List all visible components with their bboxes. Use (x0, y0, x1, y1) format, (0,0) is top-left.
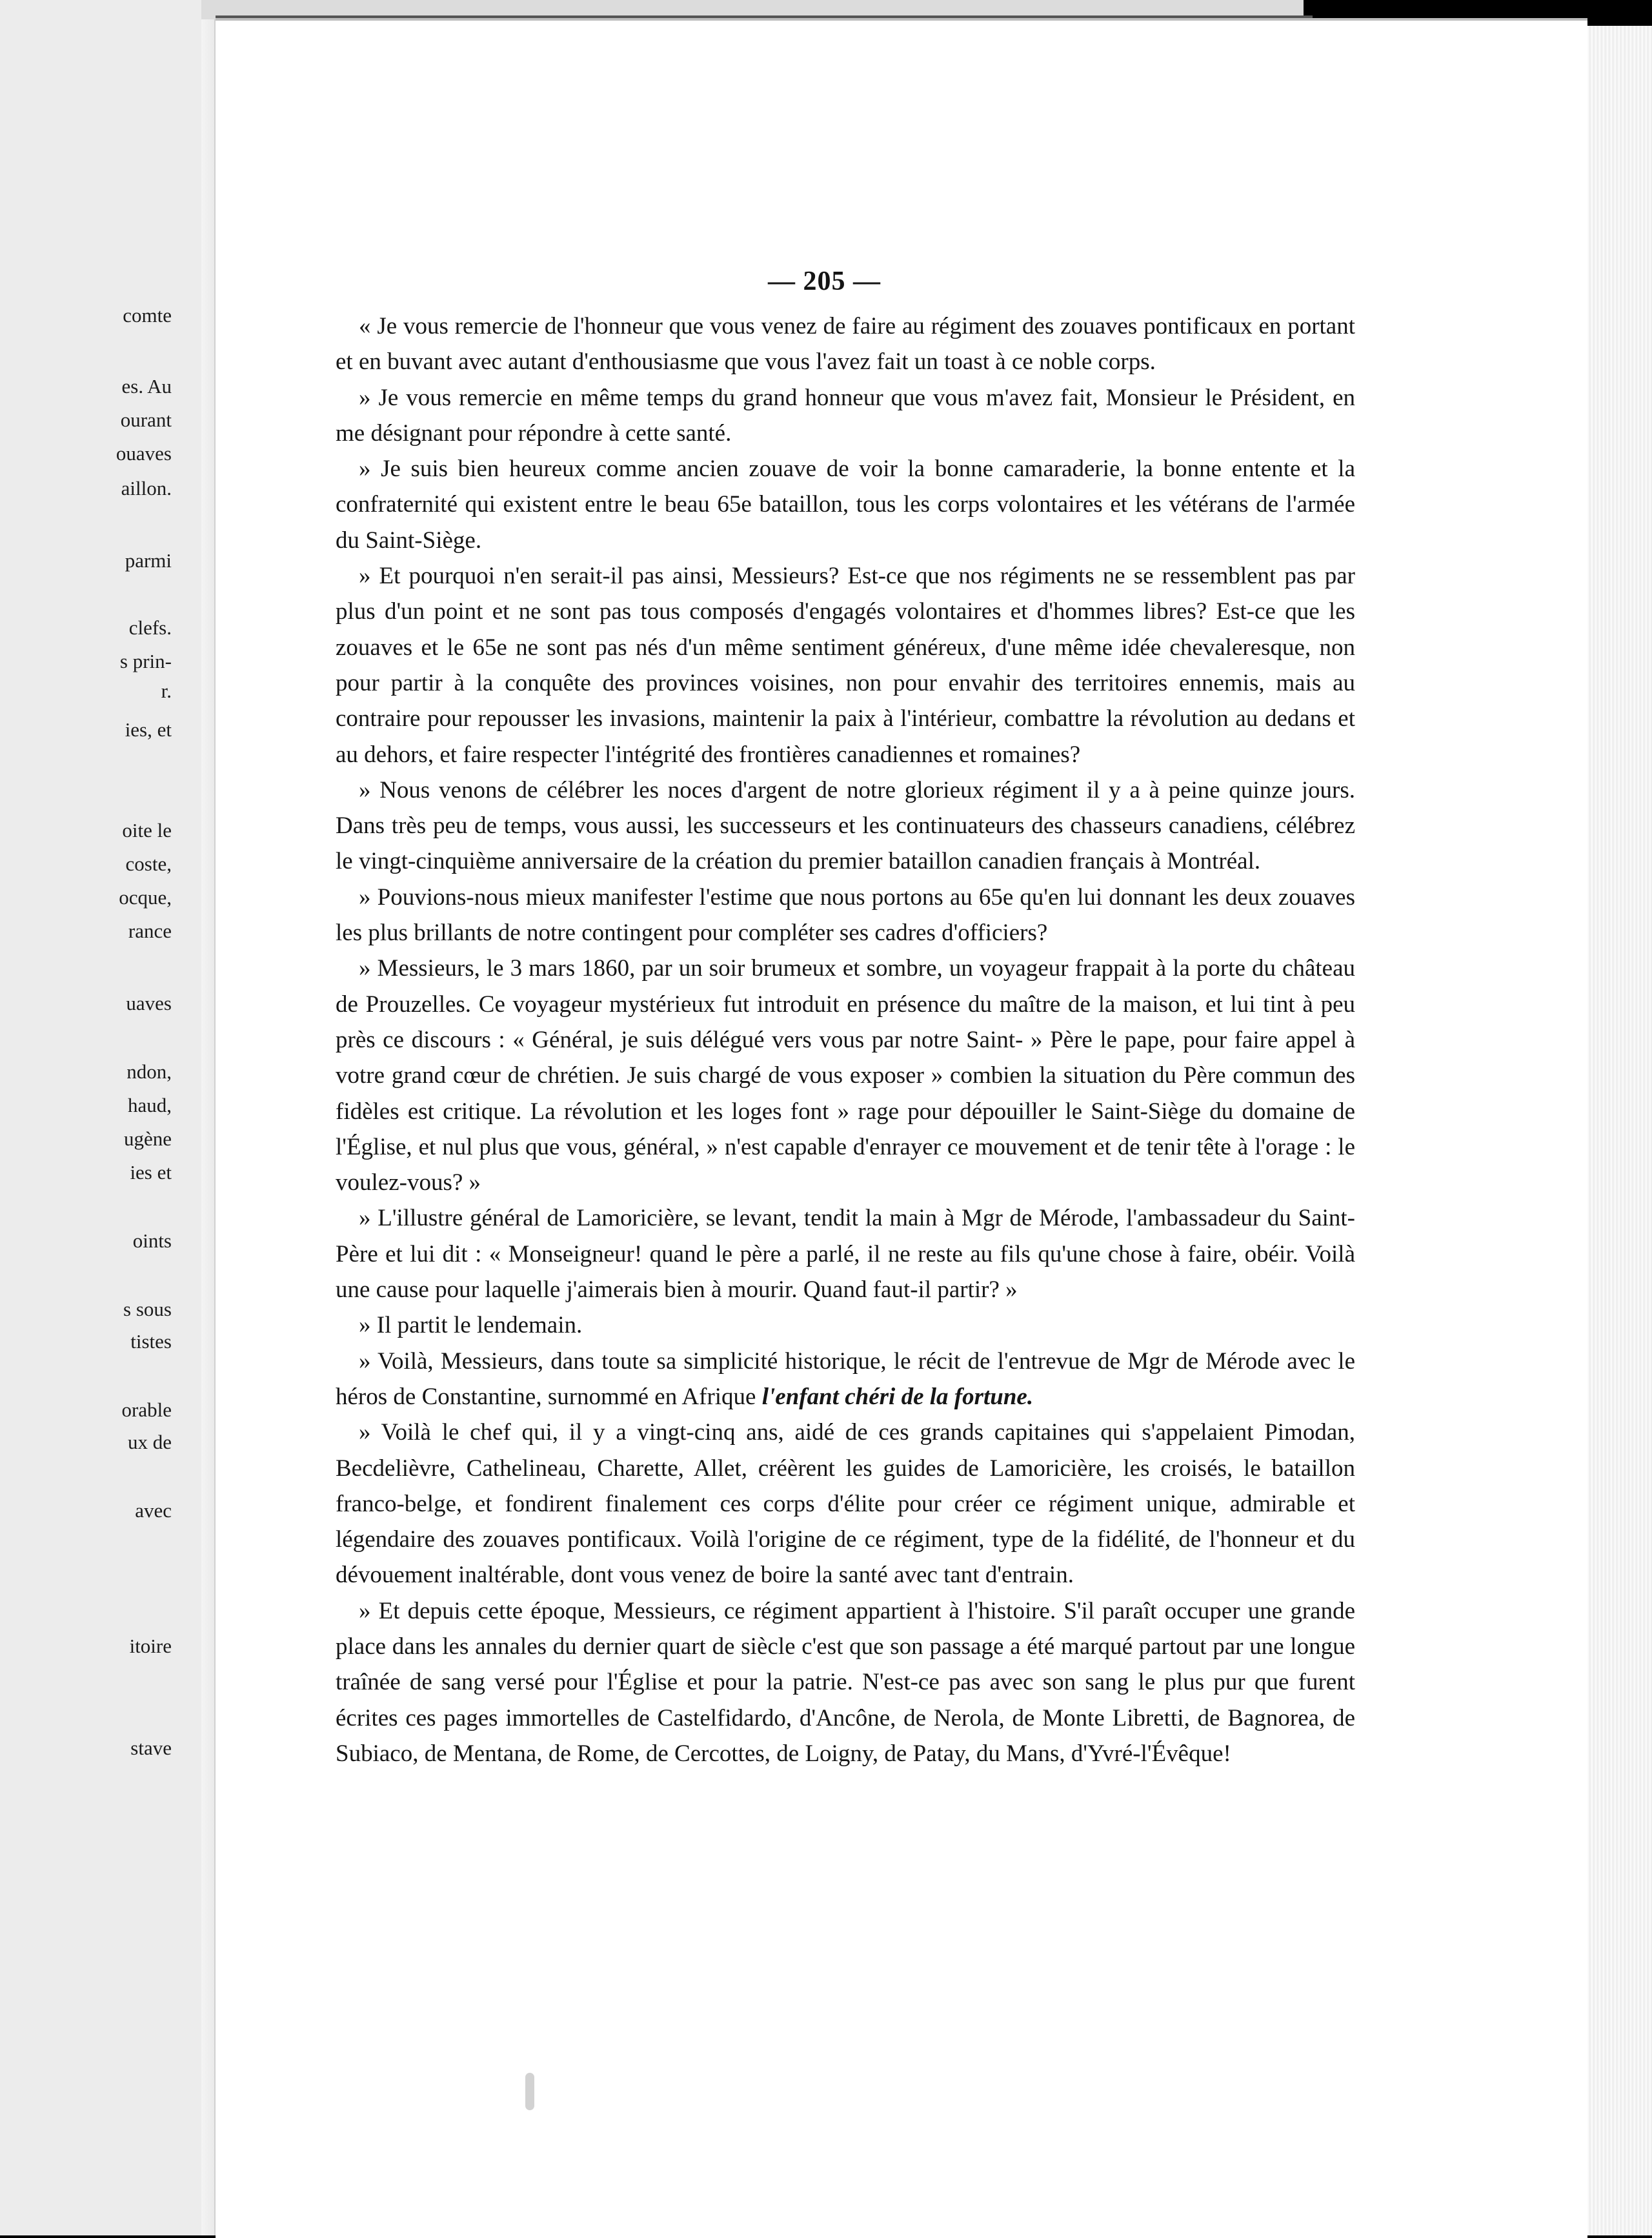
left-page-fragment: ies, et (125, 718, 172, 741)
left-page-fragment: itoire (129, 1635, 172, 1657)
left-page-fragment: ourant (120, 408, 172, 431)
left-page-fragment: rance (128, 920, 172, 942)
left-page-fragment: clefs. (128, 616, 172, 639)
left-page-fragment: orable (121, 1398, 172, 1421)
paper-speck (525, 2073, 534, 2110)
paragraph (336, 1344, 1355, 1415)
left-page-fragment: avec (135, 1499, 172, 1522)
paragraph: » Et pourquoi n'en serait-il pas ainsi, Messieurs? Est-ce que nos régiments ne se ressemblent pas par plus d'un point et ne sont pas tous composés d'engagés volontaires et d'hommes libres? Est-ce que les zouaves et le 65e ne sont pas nés d'un même sentiment généreux, d'une même idée chevaleresque, non pour partir à la conquête des provinces voisines, non pour envahir des territoires ennemis, mais au contraire pour repousser les invasions, maintenir la paix à l'intérieur, combattre la révolution au dedans et au dehors, et faire respecter l'intégrité des frontières canadiennes et romaines? (336, 563, 1355, 768)
left-page-fragment: comte (123, 304, 172, 327)
paragraph: » Il partit le lendemain. (359, 1312, 583, 1339)
left-page-fragment: s prin- (119, 650, 172, 672)
paragraph: » Je vous remercie en même temps du grand honneur que vous m'avez fait, Monsieur le Président, en me désignant pour répondre à cette santé. (336, 384, 1355, 447)
paragraph: » Voilà le chef qui, il y a vingt-cinq ans, aidé de ces grands capitaines qui s'appelaient Pimodan, Becdelièvre, Cathelineau, Charette, Allet, créèrent les guides de Lamoricière, les croisés, le bataillon franco-belge, et fondirent finalement ces corps d'élite pour créer ce régiment unique, admirable et légendaire des zouaves pontificaux. Voilà l'origine de ce régiment, type de la fidélité, de l'honneur et du dévouement inaltérable, dont vous venez de boire la santé avec tant d'entrain. (336, 1419, 1355, 1589)
left-page-fragment: oite le (122, 819, 172, 842)
paragraph: » Messieurs, le 3 mars 1860, par un soir brumeux et sombre, un voyageur frappait à la porte du château de Prouzelles. Ce voyageur mystérieux fut introduit en présence du maître de la maison, et lui tint à peu près ce discours : « Général, je suis délégué vers vous par notre Saint- » Père le pape, pour faire appel à votre grand cœur de chrétien. Je suis chargé de vous exposer » combien la situation du Père commun des fidèles est critique. La révolution et les loges font » rage pour dépouiller le Saint-Siège du domaine de l'Église, et nul plus que vous, général, » n'est capable d'enrayer ce mouvement et de tenir tête à l'orage : le voulez-vous? » (336, 955, 1355, 1196)
left-page-fragment: uaves (126, 992, 172, 1014)
page-number: — 205 — (768, 267, 881, 296)
left-page-fragment: haud, (127, 1094, 172, 1116)
paragraph: » Nous venons de célébrer les noces d'argent de notre glorieux régiment il y a à peine quinze jours. Dans très peu de temps, vous aussi, les successeurs et les continuateurs des chasseurs canadiens, célébrez le vingt-cinquième anniversaire de la création du premier bataillon canadien français à Montréal. (336, 776, 1355, 875)
left-page-fragment: r. (161, 680, 172, 702)
left-page-fragment: stave (130, 1737, 172, 1759)
left-page-fragment: ocque, (119, 886, 172, 909)
left-page (0, 0, 201, 2235)
page-gutter (201, 0, 216, 2235)
left-page-fragment: aillon. (121, 477, 172, 499)
left-page-fragment: es. Au (121, 375, 172, 398)
left-page-fragment: ouaves (116, 442, 172, 465)
paragraph: » Pouvions-nous mieux manifester l'estime que nous portons au 65e qu'en lui donnant les deux zouaves les plus brillants de notre contingent pour compléter ses cadres d'officiers? (336, 883, 1355, 947)
left-page-fragment: ndon, (126, 1060, 172, 1083)
paragraph-text: » Voilà, Messieurs, dans toute sa simplicité historique, le récit de l'entrevue de Mgr de Mérode avec le héros de Constantine, surnommé en Afrique (336, 1347, 1355, 1410)
paragraph: « Je vous remercie de l'honneur que vous venez de faire au régiment des zouaves pontificaux en portant et en buvant avec autant d'enthousiasme que vous l'avez fait un toast à ce noble corps. (336, 313, 1355, 376)
left-page-fragment: tistes (130, 1330, 172, 1353)
left-page-fragment: ugène (123, 1127, 172, 1150)
paragraph: » L'illustre général de Lamoricière, se levant, tendit la main à Mgr de Mérode, l'ambassadeur du Saint-Père et lui dit : « Monseigneur! quand le père a parlé, il ne reste au fils qu'une chose à faire, obéir. Voilà une cause pour laquelle j'aimerais bien à mourir. Quand faut-il partir? » (336, 1205, 1355, 1304)
left-page-fragment: parmi (125, 549, 172, 572)
left-page-fragment: oints (132, 1229, 172, 1252)
left-page-fragment: ux de (127, 1431, 172, 1453)
italic-phrase: l'enfant chéri de la fortune. (761, 1383, 1034, 1410)
left-page-fragment: coste, (125, 852, 172, 875)
left-page-fragment: s sous (123, 1298, 172, 1320)
paragraph: » Et depuis cette époque, Messieurs, ce régiment appartient à l'histoire. S'il paraît occuper une grande place dans les annales du dernier quart de siècle c'est que son passage a été marqué partout par une longue traînée de sang versé pour l'Église et pour la patrie. N'est-ce pas avec son sang le plus pur que furent écrites ces pages immortelles de Castelfidardo, d'Ancône, de Nerola, de Monte Libretti, de Bagnorea, de Subiaco, de Mentana, de Rome, de Cercottes, de Loigny, de Patay, du Mans, d'Yvré-l'Évêque! (336, 1597, 1355, 1767)
top-rule (216, 15, 1313, 18)
page-edge-stack (1587, 26, 1652, 2235)
paragraph: » Je suis bien heureux comme ancien zouave de voir la bonne camaraderie, la bonne entente et la confraternité qui existent entre le beau 65e bataillon, tous les corps volontaires et les vétérans de l'armée du Saint-Siège. (336, 456, 1355, 554)
text-block (336, 308, 1355, 1771)
left-page-fragment: ies et (130, 1161, 172, 1184)
